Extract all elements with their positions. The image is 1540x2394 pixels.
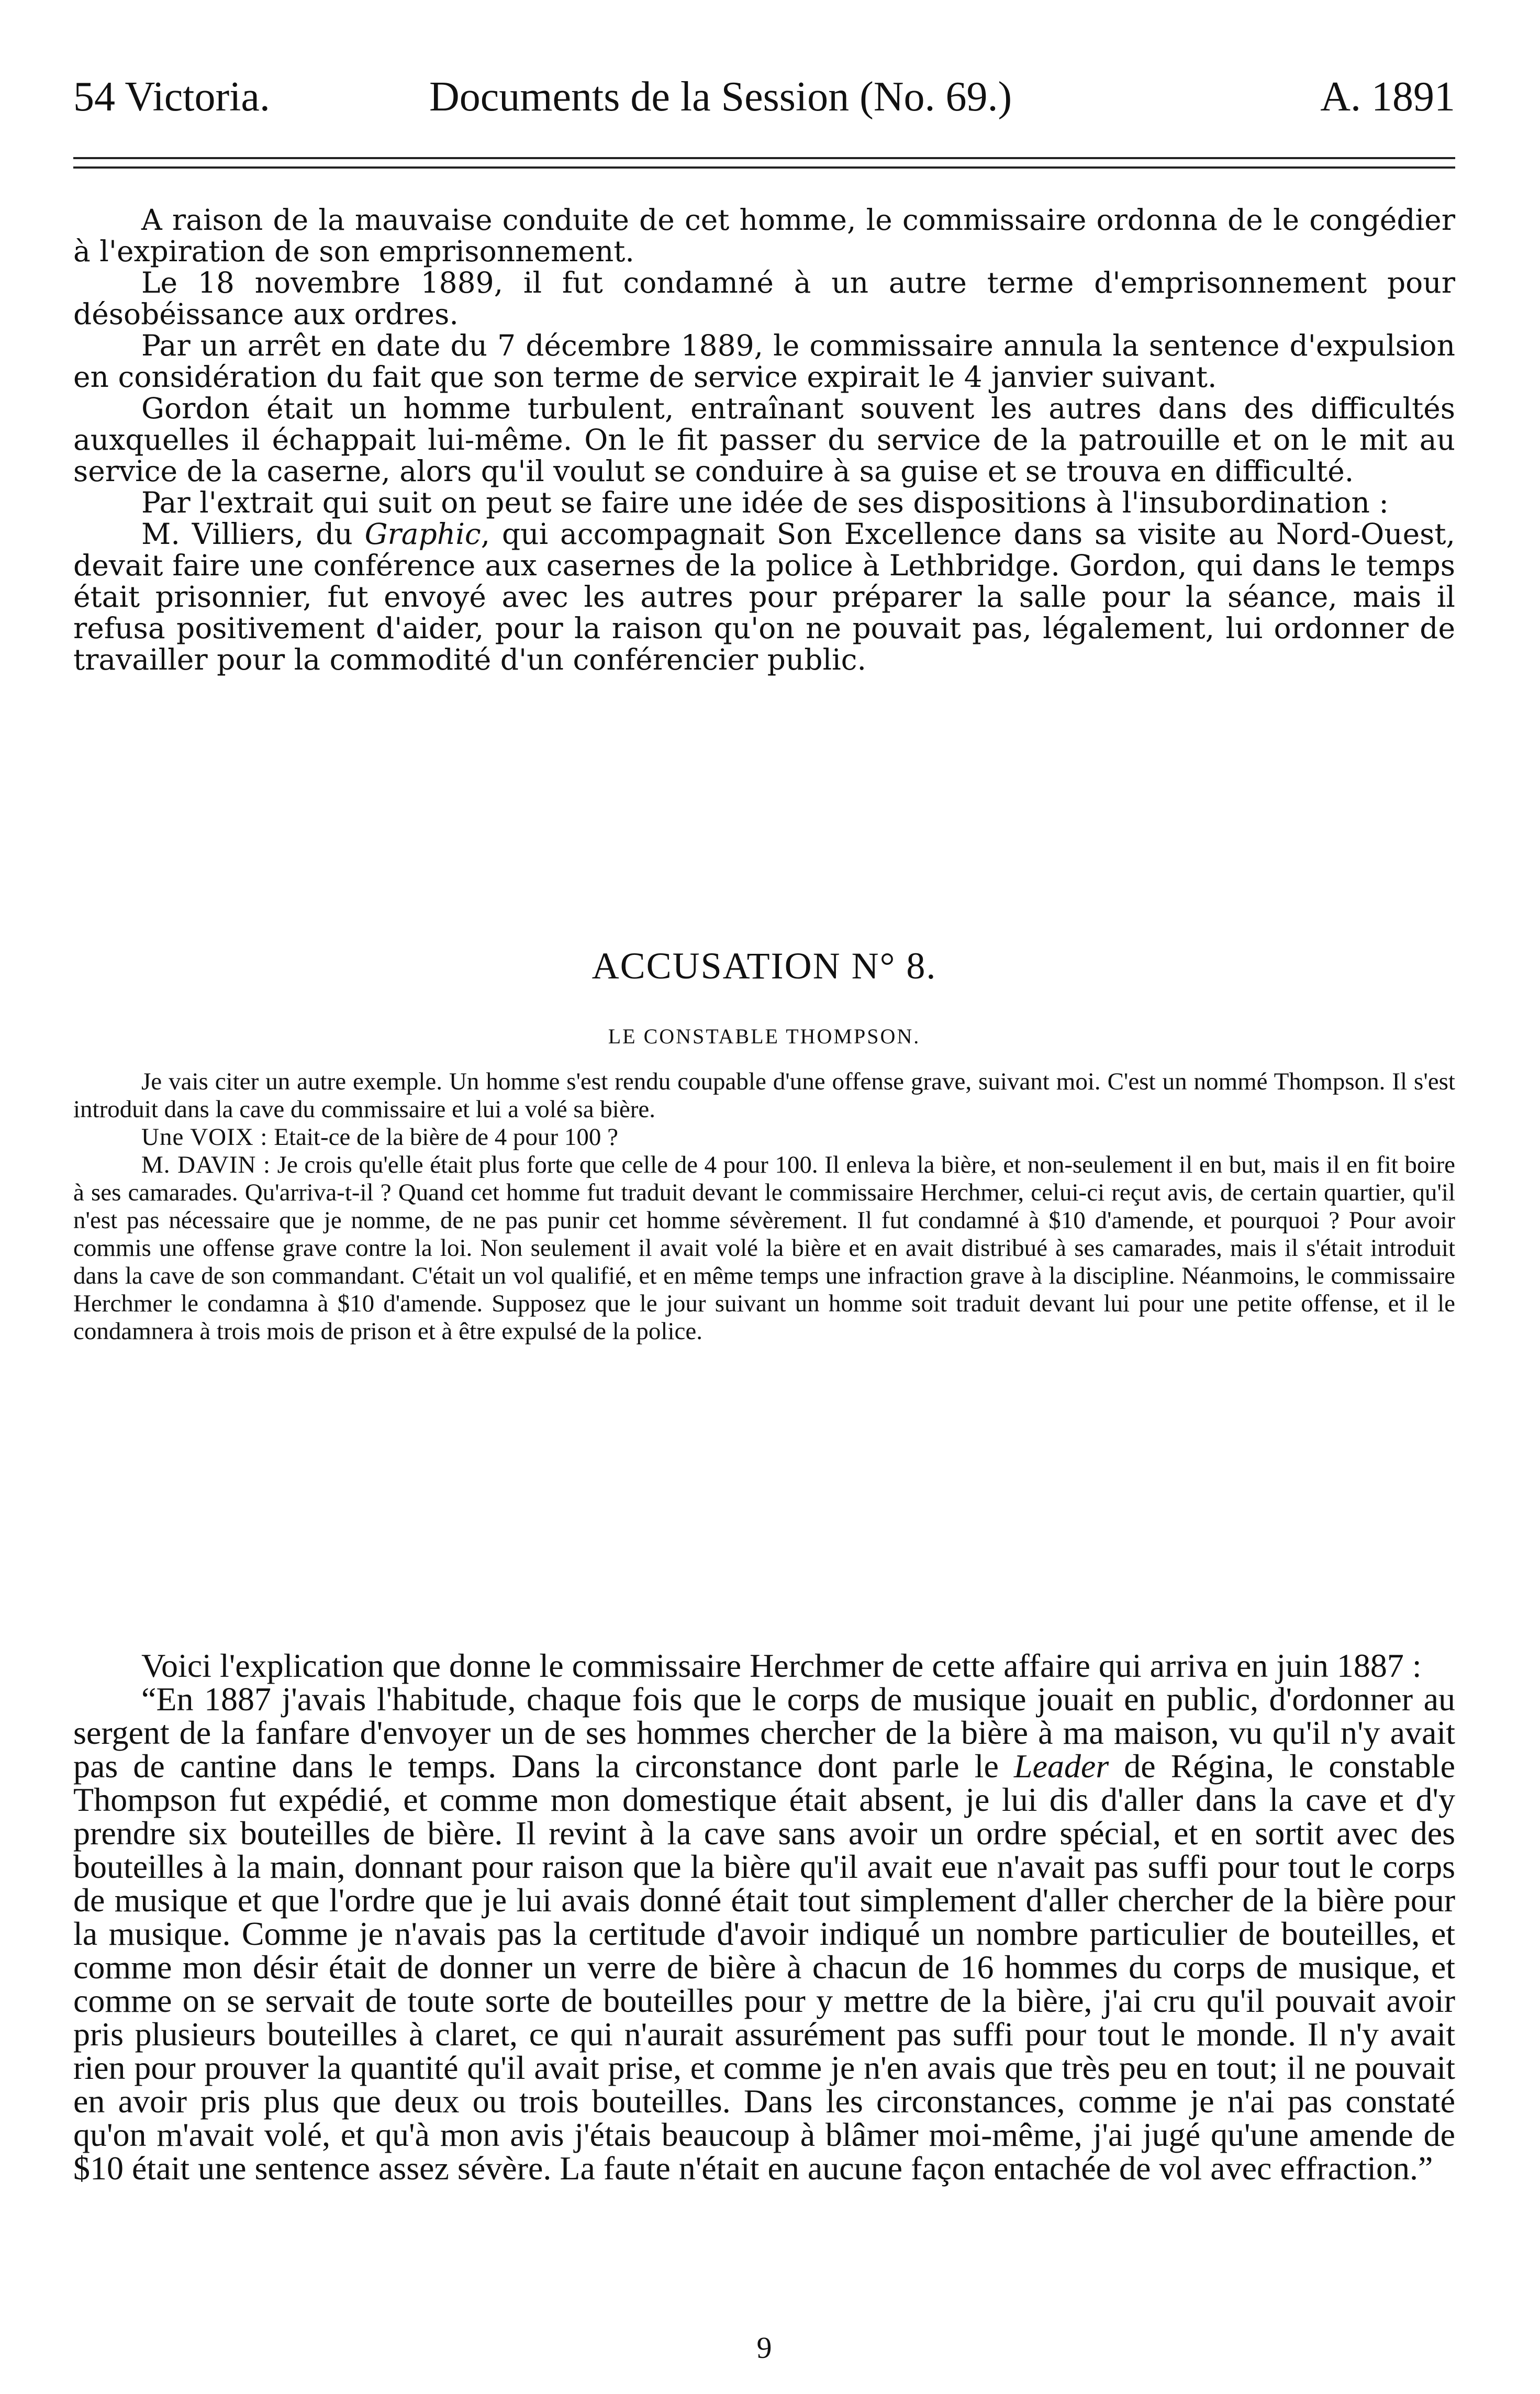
section-heading: ACCUSATION N° 8.	[592, 945, 937, 987]
paragraph: Par un arrêt en date du 7 décembre 1889, le commissaire annula la sentence d'expulsion en considération du fait que son terme de service expirait le 4 janvier suivant.	[73, 329, 1455, 394]
italic-publication-name: Leader	[1013, 1747, 1109, 1785]
header-volume: 54 Victoria.	[73, 74, 270, 120]
speaker-label: M. DAVIN :	[141, 1151, 271, 1178]
running-header	[73, 68, 1455, 126]
section-subheading: LE CONSTABLE THOMPSON.	[608, 1025, 921, 1048]
document-page	[73, 0, 1455, 2394]
text-run: M. Villiers, du	[141, 517, 365, 551]
paragraph: A raison de la mauvaise conduite de cet homme, le commissaire ordonna de le congédier à l'expiration de son emprisonnement.	[73, 203, 1455, 268]
text-run: de Régina, le constable Thompson fut expédié, et comme mon domestique était absent, je lui dis d'aller dans la cave et d'y prendre six bouteilles de bière. Il revint à la cave sans avoir un ordre spécial, et en sortit avec des bouteilles à la main, donnant pour raison que la bière qu'il avait eue n'avait pas suffi pour tout le corps de musique et que l'ordre que je lui avais donné était tout simplement d'aller chercher de la bière pour la musique. Comme je n'avais pas la certitude d'avoir indiqué un nombre particulier de bouteilles, et comme mon désir était de donner un verre de bière à chacun de 16 hommes du corps de musique, et comme on se servait de toute sorte de bouteilles pour y mettre de la bière, j'ai cru qu'il pouvait avoir pris plusieurs bouteilles à claret, ce qui n'aurait assurément pas suffi pour tout le monde. Il n'y avait rien pour prouver la quantité qu'il avait prise, et comme je n'en avais que très peu en tout; il ne pouvait en avoir pris plus que deux ou trois bouteilles. Dans les circonstances, comme je n'ai pas constaté qu'on m'avait volé, et qu'à mon avis j'étais beaucoup à blâmer moi-même, j'ai jugé qu'une amende de $10 était une sentence assez sévère. La faute n'était en aucune façon entachée de vol avec effraction.”	[73, 1747, 1456, 2187]
header-year: A. 1891	[1320, 74, 1455, 120]
paragraph	[73, 1680, 1456, 2187]
text-run: , qui accompagnait Son Excellence dans sa visite au Nord-Ouest, devait faire une conférence aux casernes de la police à Lethbridge. Gordon, qui dans le temps était prisonnier, fut envoyé avec les autres pour préparer la salle pour la séance, mais il refusa positivement d'aider, pour la raison qu'on ne pouvait pas, légalement, lui ordonner de travailler pour la commodité d'un conférencier public.	[73, 517, 1455, 676]
page-number: 9	[756, 2331, 772, 2365]
paragraph: Je vais citer un autre exemple. Un homme s'est rendu coupable d'une offense grave, suivant moi. C'est un nommé Thompson. Il s'est introduit dans la cave du commissaire et lui a volé sa bière.	[73, 1068, 1455, 1123]
paragraph	[73, 1151, 1455, 1345]
text-run: Etait-ce de la bière de 4 pour 100 ?	[267, 1123, 618, 1151]
opening-section	[73, 204, 1455, 675]
paragraph: Par l'extrait qui suit on peut se faire une idée de ses dispositions à l'insubordination :	[141, 486, 1389, 519]
debate-excerpt	[73, 1068, 1455, 1345]
paragraph: Le 18 novembre 1889, il fut condamné à un autre terme d'emprisonnement pour désobéissance aux ordres.	[73, 266, 1455, 331]
header-rule-top	[73, 157, 1455, 159]
header-rule-bottom	[73, 166, 1455, 169]
header-title: Documents de la Session (No. 69.)	[429, 74, 1012, 120]
text-run: “En 1887 j'avais l'habitude, chaque fois que le corps de musique jouait en public, d'ordonner au sergent de la fanfare d'envoyer un de ses hommes chercher de la bière à ma maison, vu qu'il n'y avait pas de cantine dans le temps. Dans la circonstance dont parle le	[73, 1680, 1455, 1785]
explanation-section	[73, 1649, 1455, 2185]
paragraph: Gordon était un homme turbulent, entraînant souvent les autres dans des difficultés auxquelles il échappait lui-même. On le fit passer du service de la patrouille et on le mit au service de la caserne, alors qu'il voulut se conduire à sa guise et se trouva en difficulté.	[73, 392, 1455, 488]
text-run: Je crois qu'elle était plus forte que celle de 4 pour 100. Il enleva la bière, et non-seulement il en but, mais il en fit boire à ses camarades. Qu'arriva-t-il ? Quand cet homme fut traduit devant le commissaire Herchmer, celui-ci reçut avis, de certain quartier, qu'il n'est pas nécessaire que je nomme, de ne pas punir cet homme sévèrement. Il fut condamné à $10 d'amende, et pourquoi ? Pour avoir commis une offense grave contre la loi. Non seulement il avait volé la bière et en avait distribué à ses camarades, mais il s'était introduit dans la cave de son commandant. C'était un vol qualifié, et en même temps une infraction grave à la discipline. Néanmoins, le commissaire Herchmer le condamna à $10 d'amende. Supposez que le jour suivant un homme soit traduit devant lui pour une petite offense, et il le condamnera à trois mois de prison et à être expulsé de la police.	[73, 1151, 1455, 1345]
speaker-label: Une VOIX :	[141, 1123, 268, 1151]
paragraph	[73, 1123, 1455, 1151]
italic-publication-name: Graphic	[364, 517, 481, 551]
paragraph	[73, 518, 1455, 675]
paragraph: Voici l'explication que donne le commissaire Herchmer de cette affaire qui arriva en juin 1887 :	[141, 1647, 1422, 1684]
